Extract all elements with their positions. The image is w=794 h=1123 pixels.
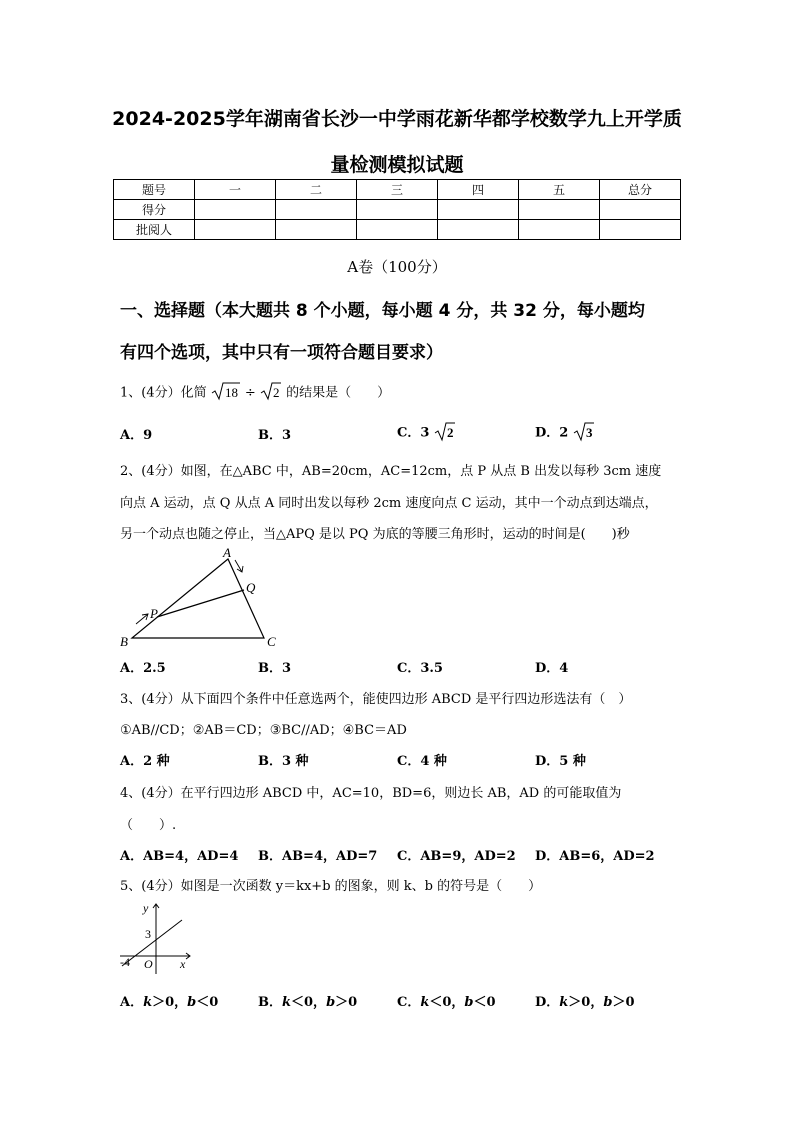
var-k: k bbox=[559, 995, 569, 1010]
q1-suffix: 的结果是（ ） bbox=[286, 385, 391, 401]
option-label: B． bbox=[258, 995, 282, 1010]
label-x: x bbox=[180, 957, 186, 971]
label-y: y bbox=[143, 901, 149, 915]
sqrt-icon bbox=[573, 420, 595, 442]
q1-prefix: 1、(4分）化简 bbox=[120, 385, 207, 401]
table-header-cell: 五 bbox=[519, 180, 600, 200]
q1-option-c[interactable] bbox=[397, 420, 456, 446]
q2-option-c[interactable]: C．3.5 bbox=[397, 661, 443, 676]
option-label: D． bbox=[535, 995, 560, 1010]
grader-cell[interactable] bbox=[276, 220, 357, 240]
q3-option-b[interactable]: B．3 种 bbox=[258, 754, 309, 769]
q3-option-d[interactable]: D．5 种 bbox=[535, 754, 586, 769]
score-cell[interactable] bbox=[357, 200, 438, 220]
triangle-figure bbox=[114, 544, 284, 650]
q5-option-d[interactable] bbox=[535, 991, 634, 1010]
var-k: k bbox=[420, 995, 430, 1010]
question-2-line2: 向点 A 运动，点 Q 从点 A 同时出发以每秒 2cm 速度向点 C 运动，其中一个动点到达端点， bbox=[120, 496, 658, 511]
q5-option-a[interactable] bbox=[120, 991, 218, 1010]
page-title-line1: 2024-2025学年湖南省长沙一中学雨花新华都学校数学九上开学质 bbox=[112, 108, 682, 130]
k-relation: ＜0， bbox=[291, 995, 327, 1010]
var-b: b bbox=[187, 995, 197, 1010]
radical-2 bbox=[434, 420, 456, 446]
q2-option-b[interactable]: B．3 bbox=[258, 661, 292, 676]
q4-option-c[interactable]: C．AB=9，AD=2 bbox=[397, 849, 516, 864]
k-relation: ＞0， bbox=[568, 995, 604, 1010]
score-cell[interactable] bbox=[519, 200, 600, 220]
question-3-line2: ①AB//CD；②AB＝CD；③BC//AD；④BC＝AD bbox=[120, 723, 407, 738]
table-row bbox=[114, 180, 681, 200]
radical-2 bbox=[260, 381, 282, 405]
label-origin: O bbox=[144, 957, 153, 971]
grader-cell[interactable] bbox=[600, 220, 681, 240]
sqrt-icon bbox=[260, 381, 282, 401]
label-q: Q bbox=[246, 580, 256, 595]
row-label: 批阅人 bbox=[114, 220, 195, 240]
k-relation: ＜0， bbox=[429, 995, 465, 1010]
sqrt-icon bbox=[211, 381, 241, 401]
var-k: k bbox=[143, 995, 153, 1010]
table-row bbox=[114, 220, 681, 240]
linear-function-graph bbox=[116, 898, 196, 976]
q4-option-d[interactable]: D．AB=6，AD=2 bbox=[535, 849, 655, 864]
q1-option-d[interactable] bbox=[535, 420, 595, 446]
b-relation: ＜0 bbox=[473, 995, 496, 1010]
label-b: B bbox=[120, 634, 128, 649]
score-cell[interactable] bbox=[438, 200, 519, 220]
grader-cell[interactable] bbox=[195, 220, 276, 240]
label-c: C bbox=[267, 634, 276, 649]
part-one-heading-line1: 一、选择题（本大题共 8 个小题，每小题 4 分，共 32 分，每小题均 bbox=[120, 301, 645, 321]
question-4-line1: 4、(4分）在平行四边形 ABCD 中，AC=10，BD=6，则边长 AB，AD 的可能取值为 bbox=[120, 786, 622, 801]
b-relation: ＞0 bbox=[335, 995, 358, 1010]
label-a: A bbox=[223, 545, 231, 560]
row-label: 得分 bbox=[114, 200, 195, 220]
q3-option-a[interactable]: A．2 种 bbox=[120, 754, 170, 769]
grader-cell[interactable] bbox=[519, 220, 600, 240]
score-table bbox=[113, 179, 681, 240]
score-cell[interactable] bbox=[195, 200, 276, 220]
q1-rad1: 18 bbox=[224, 385, 238, 400]
triangle-abc bbox=[132, 559, 264, 638]
table-header-cell: 三 bbox=[357, 180, 438, 200]
q1-option-b[interactable]: B．3 bbox=[258, 428, 292, 443]
q1-rad2: 2 bbox=[272, 385, 280, 400]
label-intercept-neg4: -4 bbox=[120, 955, 130, 969]
page-title-line2: 量检测模拟试题 bbox=[330, 154, 464, 176]
radical-3 bbox=[573, 420, 595, 446]
var-b: b bbox=[464, 995, 474, 1010]
table-header-cell: 总分 bbox=[600, 180, 681, 200]
option-label: A． bbox=[120, 995, 144, 1010]
sqrt-icon bbox=[434, 420, 456, 442]
q1-option-c-coef: C．3 bbox=[397, 425, 430, 441]
score-cell[interactable] bbox=[276, 200, 357, 220]
table-row bbox=[114, 200, 681, 220]
question-2-line3: 另一个动点也随之停止，当△APQ 是以 PQ 为底的等腰三角形时，运动的时间是( )秒 bbox=[120, 527, 630, 542]
table-header-cell: 题号 bbox=[114, 180, 195, 200]
b-relation: ＜0 bbox=[196, 995, 219, 1010]
part-one-heading-line2: 有四个选项，其中只有一项符合题目要求） bbox=[120, 343, 443, 363]
divide-sign: ÷ bbox=[244, 385, 256, 401]
segment-pq bbox=[157, 590, 244, 617]
var-b: b bbox=[326, 995, 336, 1010]
question-3-line1: 3、(4分）从下面四个条件中任意选两个，能使四边形 ABCD 是平行四边形选法有（ ） bbox=[120, 692, 632, 707]
q3-option-c[interactable]: C．4 种 bbox=[397, 754, 447, 769]
option-label: C． bbox=[397, 995, 421, 1010]
q1-option-d-coef: D．2 bbox=[535, 425, 569, 441]
question-4-line2: （ ）. bbox=[120, 818, 177, 833]
q2-option-d[interactable]: D．4 bbox=[535, 661, 569, 676]
table-header-cell: 二 bbox=[276, 180, 357, 200]
label-p: P bbox=[150, 606, 158, 621]
q4-option-a[interactable]: A．AB=4，AD=4 bbox=[120, 849, 239, 864]
q1-option-a[interactable]: A．9 bbox=[120, 428, 153, 443]
grader-cell[interactable] bbox=[438, 220, 519, 240]
table-header-cell: 四 bbox=[438, 180, 519, 200]
grader-cell[interactable] bbox=[357, 220, 438, 240]
q4-option-b[interactable]: B．AB=4，AD=7 bbox=[258, 849, 378, 864]
question-1 bbox=[120, 381, 390, 405]
table-header-cell: 一 bbox=[195, 180, 276, 200]
radical-18 bbox=[211, 381, 241, 405]
q5-option-b[interactable] bbox=[258, 991, 357, 1010]
question-2-line1: 2、(4分）如图，在△ABC 中，AB=20cm，AC=12cm，点 P 从点 B 出发以每秒 3cm 速度 bbox=[120, 464, 662, 479]
b-relation: ＞0 bbox=[612, 995, 635, 1010]
label-intercept-3: 3 bbox=[145, 927, 151, 941]
var-b: b bbox=[603, 995, 613, 1010]
q1-option-d-rad: 3 bbox=[585, 425, 593, 440]
q2-option-a[interactable]: A．2.5 bbox=[120, 661, 166, 676]
section-a-heading: A卷（100分） bbox=[347, 258, 447, 276]
score-cell[interactable] bbox=[600, 200, 681, 220]
k-relation: ＞0， bbox=[152, 995, 188, 1010]
var-k: k bbox=[282, 995, 292, 1010]
question-5-line1: 5、(4分）如图是一次函数 y＝kx+b 的图象，则 k、b 的符号是（ ） bbox=[120, 879, 542, 894]
q5-option-c[interactable] bbox=[397, 991, 496, 1010]
q1-option-c-rad: 2 bbox=[446, 425, 454, 440]
